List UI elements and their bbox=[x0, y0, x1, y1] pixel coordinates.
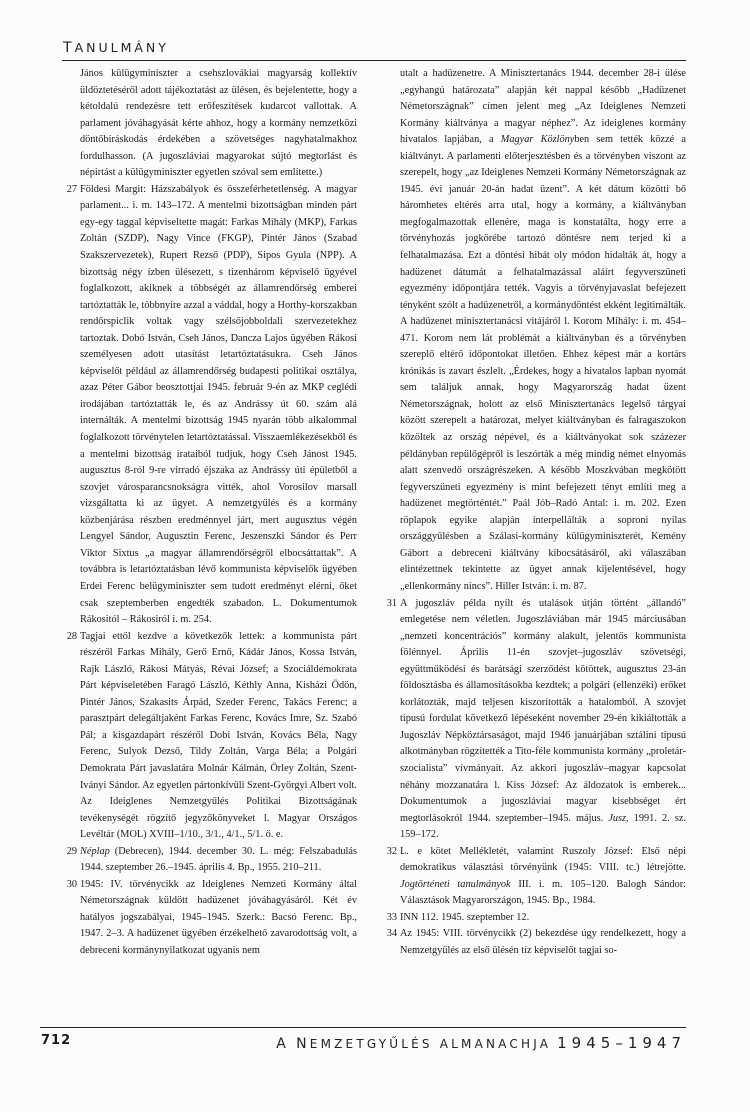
left-column bbox=[61, 66, 357, 960]
footnote-text-a: A jugoszláv példa nyílt és utalások útján történt „állandó” emlegetése nem véletlen. Jugoszláviában már 1945 márciusában „nemzeti koncentrációs” kormány alakult, jelentős kommunista fölénnyel. Április 11-én szovjet–jugoszláv szövetségi, együttműködési és barátsági szerződést kötöttek, augusztus 23-án földosztásba és államosításokba kezdtek; a polgári (ellenzéki) erőket korlátozták, majd teljesen kiszorították a hatalomból. A szovjet típusú fordulat következő lépéseként november 29-én kikiáltották a Jugoszláv Népköztársaságot, majd 1946 januárjában sztálini típusú alkotmányban rögzítették a Tito-féle kommunista kormány „proletár-szocialista” vívmányait. Az akkori jugoszláv–magyar kapcsolat néhány mozzanatára l. Kiss József: Az áldozatok is emberek... Dokumentumok a jugoszláviai magyar kisebbséget ért megtorlásokról 1944. szeptember–1945. május. bbox=[400, 597, 686, 824]
continuation-text: János külügyminiszter a csehszlovákiai magyarság kollektív üldöztetéséről adott tájékoztatást az ülésen, és bejelentette, hogy a kétoldalú rendezésre tett erőfeszítések kudarcot vallottak. A parlament jóváhagyását kérte ahhoz, hogy a kormány nemzetközi döntőbíráskodás érdekében a szövetséges nagyhatalmakhoz fordulhasson. (A jugoszláviai magyarokat sújtó megtorlást és népirtást a külügyminiszter egyetlen szóval sem említette.) bbox=[80, 68, 357, 179]
running-footer-book-title bbox=[276, 1034, 686, 1052]
continuation-text: utalt a hadüzenetre. A Minisztertanács 1944. december 28-i ülése „egyhangú határozata” alapján két nappal később „Hadüzenet Németországnak” címen jelent meg „Az Ideiglenes Nemzeti Kormány kiáltványa a magyar néphez”. Az ideiglenes kormány hivatalos lapjában, a bbox=[400, 68, 686, 146]
footnote-text bbox=[80, 844, 357, 877]
header-rest: ANULMÁNY bbox=[74, 40, 169, 55]
footnote-30-continuation bbox=[381, 66, 686, 596]
footnote-text-b: III. i. m. 105–120. Balogh Sándor: Választások Magyarországon, 1945. Bp., 1984. bbox=[400, 878, 686, 907]
footer-rule bbox=[40, 1027, 686, 1028]
footer-years: 1945–1947 bbox=[557, 1034, 686, 1052]
footnote-number: 33 bbox=[386, 911, 397, 923]
header-rule bbox=[62, 60, 686, 61]
footnote-text: Tagjai ettől kezdve a következők lettek: a kommunista párt részéről Farkas Mihály, Gerő Ernő, Kádár János, Kossa István, Rajk László, Rákosi Mátyás, Révai József; a Szociáldemokrata Párt képviseletében Faragó László, Kéthly Anna, Kisházi Ödön, Pintér János, Szakasits Árpád, Szeder Ferenc, Takács Ferenc; a parasztpárt delegáltjaként Farkas Ferenc, Kovács Imre, Sz. Szabó Pál; a kisgazdapárt részéről Dobi István, Kovács Béla, Nagy Ferenc, Sulyok Dezső, Tildy Zoltán, Varga Béla; a Polgári Demokrata Párt javaslatára Molnár Kálmán, Örley Zoltán, Szent-Iványi Sándor. Az egyetlen pártonkívüli Szent-Györgyi Albert volt. Az Ideiglenes Nemzetgyűlés Politikai Bizottságának tevékenységét rögzítő jegyzőkönyveket l. Magyar Országos Levéltár (MOL) XVIII–1/10., 3/1., 4/1., 5/1. ő. e. bbox=[80, 630, 357, 841]
footer-cap-n: N bbox=[296, 1036, 310, 1052]
footnote-number: 30 bbox=[66, 878, 77, 890]
footnote-29 bbox=[61, 844, 357, 877]
footnote-number: 28 bbox=[66, 630, 77, 642]
footnote-italic-title: Néplap bbox=[80, 845, 110, 857]
footnote-text bbox=[400, 844, 686, 910]
running-header-section bbox=[63, 40, 169, 56]
footnote-28 bbox=[61, 629, 357, 844]
footnote-text-rest: (Debrecen), 1944. december 30. L. még: Felszabadulás 1944. szeptember 26.–1945. április 4. Bp., 1955. 210–211. bbox=[80, 845, 357, 874]
footnote-number: 31 bbox=[386, 597, 397, 609]
footnote-italic: Jogtörténeti tanulmányok bbox=[400, 878, 511, 890]
footnote-number: 32 bbox=[386, 845, 397, 857]
footnote-32 bbox=[381, 844, 686, 910]
footnote-text: 1945: IV. törvénycikk az Ideiglenes Nemzeti Kormány által Németországnak küldött hadüzenet jóváhagyásáról. Két év hatályos jogszabályai, 1945–1945. Szerk.: Bacsó Ferenc. Bp., 1947. 2–3. A hadüzenet ügyében érzékelhető zavarodottság volt, a debreceni kormánynyilatkozat ugyanis nem bbox=[80, 878, 357, 956]
header-cap: T bbox=[63, 40, 75, 56]
footer-cap-a: A bbox=[276, 1036, 290, 1052]
footnote-text: INN 112. 1945. szeptember 12. bbox=[400, 911, 530, 923]
footnote-text-a: L. e kötet Mellékletét, valamint Ruszoly József: Első népi demokratikus választási törvényünk (1945: VIII. tc.) létrejötte. bbox=[400, 845, 686, 874]
footnote-number: 29 bbox=[66, 845, 77, 857]
footnote-text-b: , 1991. 2. sz. 159–172. bbox=[400, 812, 686, 841]
footnote-text: Az 1945: VIII. törvénycikk (2) bekezdése úgy rendelkezett, hogy a Nemzetgyűlés az első ülésén tíz képviselőt tagjai so- bbox=[400, 928, 686, 956]
footnote-text bbox=[400, 596, 686, 844]
continuation-italic: Magyar Közlöny bbox=[500, 134, 575, 146]
footnote-27 bbox=[61, 182, 357, 629]
footnote-30 bbox=[61, 877, 357, 960]
page-number: 712 bbox=[41, 1033, 72, 1048]
footnote-33 bbox=[381, 910, 686, 927]
footnote-number: 34 bbox=[386, 928, 397, 940]
right-column bbox=[381, 66, 686, 960]
footnote-34 bbox=[381, 926, 686, 959]
footnote-italic: Jusz bbox=[608, 812, 627, 824]
footnote-text: Földesi Margit: Házszabályok és összeférhetetlenség. A magyar parlament... i. m. 143–172. A mentelmi bizottságban minden párt egy-egy taggal képviseltette magát: Farkas Mihály (MKP), Farkas Zoltán (SZDP), Nagy Vince (FKGP), Pintér János (Szabad Szakszervezetek), Rupert Rezső (PDP), Sipos Gyula (NPP). A bizottság négy ízben ülésezett, s tizenhárom képviselő ügyével foglalkozott, akiknek a többségét az államrendőrség emberei tartóztatták le, többnyire azzal a váddal, hogy a Horthy-korszakban rendőrspiclik voltak vagy szélsőjobboldali szervezetekhez tartoztak. Dobó István, Cseh János, Dancza Lajos ügyében Rákosi személyesen adott utasítást letartóztatásukra. Cseh János képviselőt például az államrendőrség budapesti politikai osztálya, azaz Péter Gábor beosztottjai 1945. február 9-én az MKP ceglédi irodájában tartóztatták le, és az Andrássy út 60. szám alá internálták. A mentelmi bizottság 1945 nyarán több alkalommal foglalkozott törvénytelen letartóztatással. Visszaemlékezésekből és a mentelmi bizottság irataiból tudjuk, hogy Cseh Jánost 1945. augusztus 8-ról 9-re virradó éjszaka az Andrássy úti épületből a szovjet városparancsnokságra vitték, ahol Vorosilov marsall vizsgáltatta ki az ügyet. A nemzetgyűlés és a kormány közbenjárása részben eredménnyel járt, mert augusztus végén Lengyel Sándor, Augusztin Ferenc, Jeszenszki Sándor és Perr Viktor Sixtus „a magyar államrendőrségről elbocsáttattak”. A továbbra is letartóztatásban lévő kommunista képviselők ügyében Erdei Ferenc belügyminiszter sem tudott eredményt elérni, őket csak szeptemberben engedték szabadon. L. Dokumentumok Rákositól – Rákosiról i. m. 254. bbox=[80, 183, 357, 626]
footnote-number: 27 bbox=[66, 183, 77, 195]
footnote-continuation bbox=[61, 66, 357, 182]
footnote-31 bbox=[381, 596, 686, 844]
footer-title-rest: EMZETGYŰLÉS ALMANACHJA bbox=[309, 1037, 552, 1051]
continuation-text: ben sem tették közzé a kiáltványt. A parlamenti előterjesztésben és a törvényben viszont az szerepelt, hogy „az Ideiglenes Nemzeti Kormány Németországnak az 1945. évi január 20-án hadat üzent”. A két dátum közötti bő háromhetes eltérés arra utal, hogy a kormány, a kiáltványban megfogalmazottak ellenére, maga is konstatálta, hogy erre a törvényhozás jogkörébe tartozó döntésre nem terjed ki a felhatalmazása. Ezt a döntési hibát oly módon hidalták át, hogy a hadüzenet dátumát a felhatalmazással aláírt fegyverszüneti egyezmény időpontjára tették. Vagyis a törvényjavaslat befejezett tényként szólt a hadüzenetről, a kormánydöntést ekként legitimálták. A hadüzenet minisztertanácsi vitájáról l. Korom Mihály: i. m. 454–471. Korom nem lát problémát a kiáltványban és a törvényben szereplő eltérő időpontokat illetően. Ehhez képest már a kortárs krónikás is zavart észlelt. „Érdekes, hogy a hivatalos lapban nyomát sem találjuk annak, hogy Magyarország hadat üzent Németországnak, holott az első Minisztertanács legelső tárgyai között szerepelt a határozat, melyet kiáltványban és falragaszokon közöltek az ország népével, és a kiáltványokat sok százezer példányban repülőgépről is leszórták a még mindig német elnyomás alatt szenvedő országrészeken. A később Moszkvában megkötött fegyverszüneti egyezmény is mint befejezett tényt említi meg a hadüzenet megtörténtét.” Paál Jób–Radó Antal: i. m. 202. Ezen röplapok egyike alapján interpellálták a soproni nyilas országgyűlésben a Szálasi-kormány külügyminiszterét, Kemény Gábort a debreceni kiáltvány kibocsátásáról, aki válaszában elintézettnek tekintette az ügyet annak kijelentésével, hogy „ellenkormány nincs”. Hiller István: i. m. 87. bbox=[400, 134, 686, 592]
